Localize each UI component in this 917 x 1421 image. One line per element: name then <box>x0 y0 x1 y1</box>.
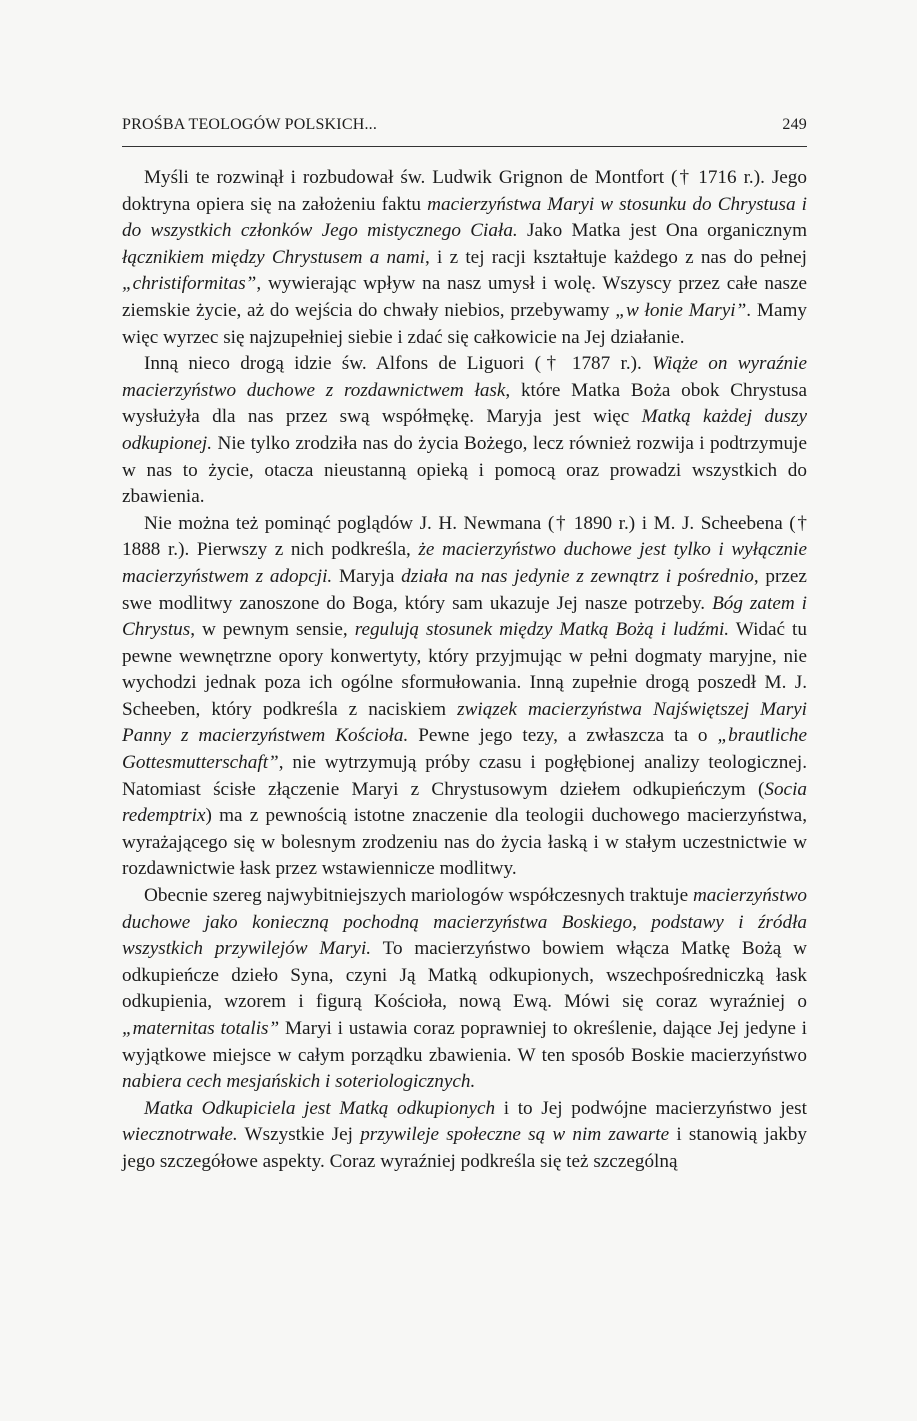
text-run: , w pewnym sensie, <box>190 619 355 641</box>
paragraph <box>122 511 807 883</box>
text-run: , wywierając wpływ na nasz umysł i wolę. Wszyscy przez całe nasze ziemskie życie, aż do wejścia do chwały niebios, przebywamy <box>122 273 807 321</box>
text-run-italic: łącznikiem między Chrystusem a nami <box>122 246 425 268</box>
text-run: i stanowią jakby jego szczegółowe aspekty. Coraz wyraźniej podkreśla się też szczególną <box>122 1124 807 1172</box>
header-rule <box>122 146 807 147</box>
text-run-italic: „maternitas totalis” <box>122 1018 280 1039</box>
text-run: Nie tylko zrodziła nas do życia Bożego, lecz również rozwija i podtrzymuje w nas to życie, otacza nieustanną opieką i pomocą oraz prowadzi wszystkich do zbawienia. <box>122 432 807 508</box>
text-run: Jako Matka jest Ona organicznym <box>517 220 807 242</box>
text-run-italic: regulują stosunek między Matką Bożą i ludźmi. <box>354 619 730 641</box>
paragraph <box>122 351 807 511</box>
text-run: Maryja <box>332 565 402 587</box>
text-run-italic: że macierzyństwo duchowe jest tylko i wyłącznie macierzyństwem z adopcji. <box>122 539 807 587</box>
text-run: i to Jej podwójne macierzyństwo jest <box>495 1097 807 1119</box>
text-run-italic: „christiformitas” <box>122 273 257 295</box>
text-run-italic: działa na nas jedynie z zewnątrz i pośrednio <box>401 565 754 587</box>
running-title: PROŚBA TEOLOGÓW POLSKICH... <box>122 116 378 133</box>
text-run-italic: przywileje społeczne są w nim zawarte <box>360 1124 670 1146</box>
text-run-italic: Matka Odkupiciela jest Matką odkupionych <box>144 1097 496 1119</box>
text-run: Pewne jego tezy, a zwłaszcza ta o <box>408 725 718 747</box>
body-text <box>122 165 807 1176</box>
text-run: Obecnie szereg najwybitniejszych mariologów współczesnych traktuje <box>144 885 693 907</box>
text-run: Inną nieco drogą idzie św. Alfons de Liguori († 1787 r.). <box>144 353 653 375</box>
text-run: Myśli te rozwinął i rozbudował św. Ludwik Grignon de Montfort († 1716 r.). Jego doktryna opiera się na założeniu faktu <box>122 167 807 215</box>
paragraph <box>122 883 807 1096</box>
text-run-italic: „w łonie Maryi” <box>615 299 747 321</box>
paragraph <box>122 1096 807 1176</box>
text-run: , które Matka Boża obok Chrystusa wysłużyła dla nas przez swą współmękę. Maryja jest więc <box>122 379 807 428</box>
text-run-italic: „brautliche Gottesmutterschaft” <box>122 725 808 774</box>
text-run-italic: nabiera cech mesjańskich i soteriologicznych. <box>122 1071 476 1093</box>
text-run: Wszystkie Jej <box>237 1124 361 1146</box>
text-run: Nie można też pominąć poglądów J. H. Newmana († 1890 r.) i M. J. Scheebena († 1888 r.). Pierwszy z nich podkreśla, <box>122 512 807 561</box>
text-run-italic: Bóg zatem i Chrystus <box>122 592 807 641</box>
text-run: To macierzyństwo bowiem włącza Matkę Bożą w odkupieńcze dzieło Syna, czyni Ją Matką odkupionych, wszechpośredniczką łask odkupienia, wzorem i figurą Kościoła, nową Ewą. Mówi się coraz wyraźniej o <box>122 938 807 1013</box>
text-run-italic: macierzyństwo duchowe jako konieczną pochodną macierzyństwa Boskiego, podstawy i źródła wszystkich przywilejów Maryi. <box>122 885 807 960</box>
text-run: , przez swe modlitwy zanoszone do Boga, który sam ukazuje Jej nasze potrzeby. <box>122 565 807 614</box>
running-header <box>122 116 807 134</box>
text-run: . Mamy więc wyrzec się najzupełniej siebie i zdać się całkowicie na Jej działanie. <box>122 299 807 348</box>
text-run: ) ma z pewnością istotne znaczenie dla teologii duchowego macierzyństwa, wyrażającego się w bolesnym zrodzeniu nas do życia łaską i w stałym uczestnictwie w rozdawnictwie łask przez wstawiennicze modlitwy. <box>122 805 807 880</box>
text-run-italic: związek macierzyństwa Najświętszej Maryi Panny z macierzyństwem Kościoła. <box>122 698 808 747</box>
text-run-italic: Socia redemptrix <box>122 778 807 827</box>
text-run-italic: Wiąże on wyraźnie macierzyństwo duchowe z rozdawnictwem łask <box>122 353 807 401</box>
text-run: Maryi i ustawia coraz poprawniej to określenie, dające Jej jedyne i wyjątkowe miejsce w całym porządku zbawienia. W ten sposób Boskie macierzyństwo <box>122 1018 807 1066</box>
text-run-italic: wiecznotrwałe. <box>122 1124 238 1146</box>
text-run-italic: macierzyństwa Maryi w stosunku do Chrystusa i do wszystkich członków Jego mistycznego Ciała. <box>122 193 807 242</box>
text-run: Widać tu pewne wewnętrzne opory konwertyty, który przyjmując w pełni dogmaty maryjne, nie wychodzi jednak poza ich ogólne sformułowania. Inną zupełnie drogą poszedł M. J. Scheeben, który podkreśla z naciskiem <box>122 619 807 720</box>
page-number: 249 <box>782 116 807 133</box>
text-run-italic: Matką każdej duszy odkupionej. <box>122 406 807 454</box>
text-run: , i z tej racji kształtuje każdego z nas do pełnej <box>424 246 807 268</box>
text-run: , nie wytrzymują próby czasu i pogłębionej analizy teologicznej. Natomiast ścisłe złączenie Maryi z Chrystusowym dziełem odkupieńczym ( <box>122 752 807 800</box>
paragraph <box>122 165 807 351</box>
